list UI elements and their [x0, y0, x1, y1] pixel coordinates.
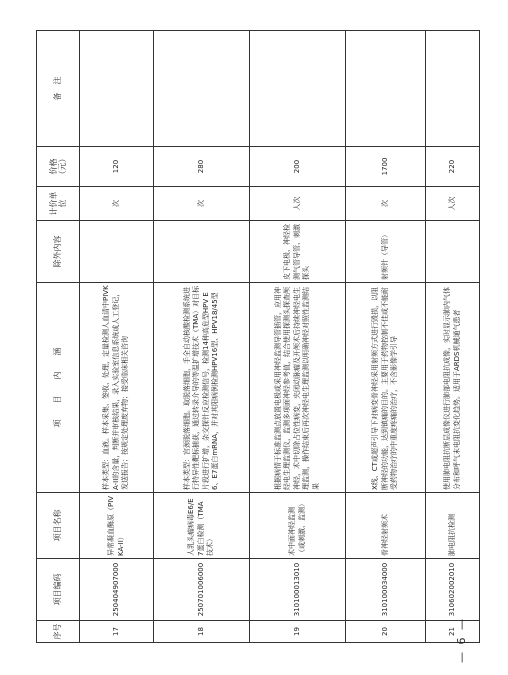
- content-cell: 样本类型：血液。样本采集、签收、处理，定量检测人血清中PIVKA-II的含量，判断并审核结果，录入实验室信息系统或人工登记，发送报告；按规定处理废弃物；接受临床相关咨询: [80, 283, 154, 493]
- unit-cell: 人次: [426, 187, 480, 221]
- note-cell: [426, 31, 480, 147]
- header-code: 项目编码: [37, 559, 80, 621]
- exclusion-cell: [154, 221, 250, 283]
- header-seq: 序号: [37, 621, 80, 643]
- note-cell: [80, 31, 154, 147]
- seq-cell: 21: [426, 621, 480, 643]
- seq-cell: 17: [80, 621, 154, 643]
- exclusion-cell: 射频针（导管）: [346, 221, 426, 283]
- name-cell: 骨神经射频术: [346, 493, 426, 559]
- header-exclusion: 除外内容: [37, 221, 80, 283]
- table-row: [250, 31, 346, 643]
- header-name: 项目名称: [37, 493, 80, 559]
- exclusion-cell: 皮下电极、神经检测气管导管、刺激探头: [250, 221, 346, 283]
- seq-cell: 18: [154, 621, 250, 643]
- table-row: [154, 31, 250, 643]
- code-cell: 250701006000: [154, 559, 250, 621]
- price-cell: 1700: [346, 147, 426, 187]
- name-cell: 人乳头瘤病毒E6/E7蛋白检测（TMA技术）: [154, 493, 250, 559]
- note-cell: [346, 31, 426, 147]
- table-header-row: [37, 31, 80, 643]
- note-cell: [250, 31, 346, 147]
- code-cell: 250404907000: [80, 559, 154, 621]
- content-cell: X线、CT或超声引导下对病变骨神经采用射频方式进行毁损，以阻断神经的功能，达到镇痛的目的。主要用于药物控制不佳或不能耐受药物治疗的中重度疼痛的治疗，不含影像学引导: [346, 283, 426, 493]
- unit-cell: 人次: [250, 187, 346, 221]
- table-row: [346, 31, 426, 643]
- price-cell: 120: [80, 147, 154, 187]
- name-cell: 术中面神经监测（或刺激、监测）: [250, 493, 346, 559]
- content-cell: 使用肺电阻抗断层成像仪进行肺部电阻抗成像，实时显示肺内气体分布和呼气末电阻抗变化趋势。适用于ARDS机械通气患者: [426, 283, 480, 493]
- code-cell: 310100013010: [250, 559, 346, 621]
- unit-cell: 次: [154, 187, 250, 221]
- price-cell: 220: [426, 147, 480, 187]
- price-table: [36, 30, 480, 643]
- code-cell: 310602002010: [426, 559, 480, 621]
- seq-cell: 19: [250, 621, 346, 643]
- table-row: [80, 31, 154, 643]
- unit-cell: 次: [346, 187, 426, 221]
- price-cell: 200: [250, 147, 346, 187]
- exclusion-cell: [426, 221, 480, 283]
- content-cell: 样本类型：宫颈脱落细胞。取脱落细胞，手全自动核酸检测系统进行特异性靶标捕获，通过转录介导的等温扩增技术（TMA）对目标片段进行扩增，杂交探针反应检测信号，检测14种高危型HPV E6、E7蛋白mRNA，并对其阳病例检测HPV16型、HPV18/45型: [154, 283, 250, 493]
- unit-cell: 次: [80, 187, 154, 221]
- price-cell: 280: [154, 147, 250, 187]
- name-cell: 异常凝血酶原（PIVKA-II）: [80, 493, 154, 559]
- page-number: — 6 —: [455, 617, 468, 663]
- name-cell: 肺电阻抗检测: [426, 493, 480, 559]
- header-unit: 计价单位: [37, 187, 80, 221]
- exclusion-cell: [80, 221, 154, 283]
- content-cell: 根据病情于标准监测点放置电极或采用神经监测导管插管，应用神经电生理监测仪，监测多项面神经参考值，结合使用探测头探查颅神经，术中切除占位性病变，夹闭动脉瘤及开颅术后持续神经电生理监测，操作结束后再次神经电生理监测以明确神经对照性监测结果: [250, 283, 346, 493]
- header-content: 项 目 内 涵: [37, 283, 80, 493]
- seq-cell: 20: [346, 621, 426, 643]
- table-row: [426, 31, 480, 643]
- header-price: 价格（元）: [37, 147, 80, 187]
- header-note: 备 注: [37, 31, 80, 147]
- code-cell: 310100034000: [346, 559, 426, 621]
- note-cell: [154, 31, 250, 147]
